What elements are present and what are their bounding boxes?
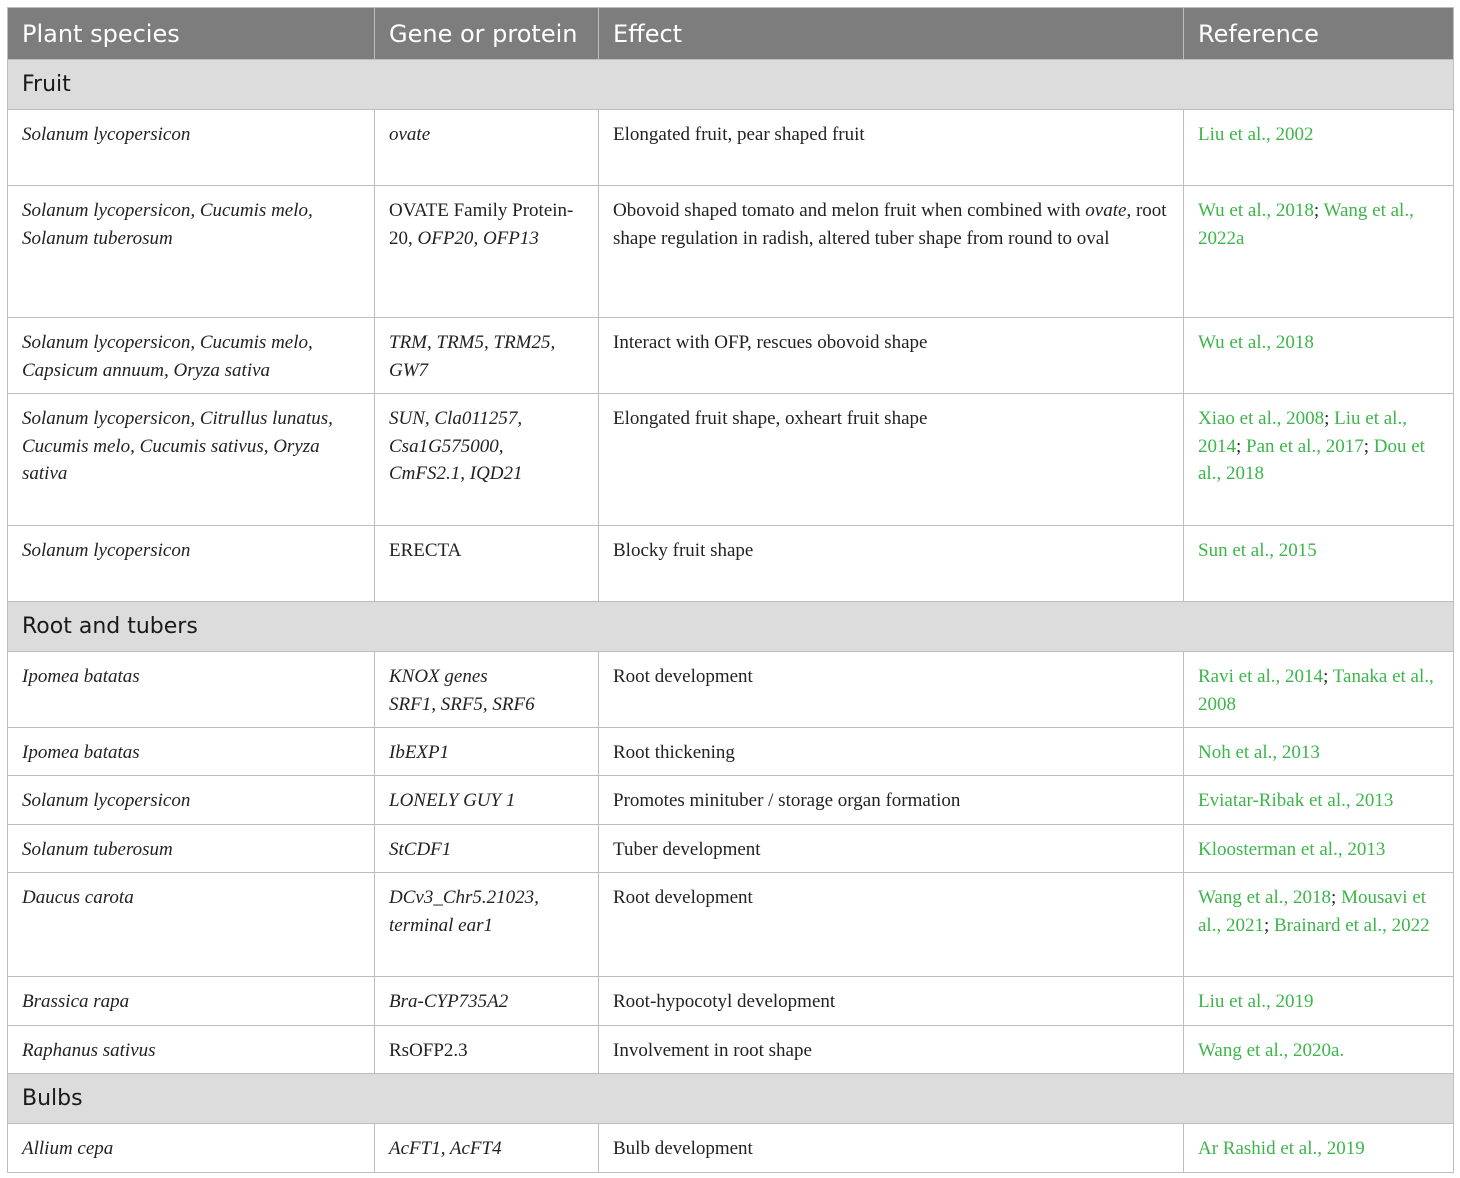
effect-cell xyxy=(599,728,1184,776)
table-row xyxy=(8,652,1454,728)
species-cell xyxy=(8,652,375,728)
species-text: Solanum lycopersicon xyxy=(22,124,191,145)
reference-cell xyxy=(1184,977,1454,1026)
effect-cell xyxy=(599,825,1184,873)
gene-text: DCv3_Chr5.21023, terminal ear1 xyxy=(389,887,539,936)
reference-link[interactable]: Liu et al., 2014 xyxy=(1198,408,1407,457)
effect-cell xyxy=(599,186,1184,318)
gene-cell xyxy=(375,110,599,186)
table-row xyxy=(8,526,1454,602)
effect-cell xyxy=(599,394,1184,526)
gene-cell xyxy=(375,776,599,825)
effect-text: Promotes minituber / storage organ formation xyxy=(613,790,961,811)
table-row xyxy=(8,873,1454,977)
reference-cell xyxy=(1184,776,1454,825)
effect-text: Root-hypocotyl development xyxy=(613,991,836,1012)
species-text: Daucus carota xyxy=(22,887,134,908)
reference-cell xyxy=(1184,1026,1454,1074)
reference-link[interactable]: Xiao et al., 2008 xyxy=(1198,408,1325,429)
gene-text: StCDF1 xyxy=(389,839,452,860)
header-gene: Gene or protein xyxy=(375,8,599,60)
reference-link[interactable]: Liu et al., 2002 xyxy=(1198,124,1314,145)
effect-text: Elongated fruit shape, oxheart fruit shape xyxy=(613,408,928,429)
reference-link[interactable]: Kloosterman et al., 2013 xyxy=(1198,839,1386,860)
species-text: Brassica rapa xyxy=(22,991,130,1012)
effect-text: Root development xyxy=(613,887,753,908)
gene-cell xyxy=(375,977,599,1026)
gene-text: OFP20 xyxy=(417,227,474,249)
effect-cell xyxy=(599,1124,1184,1173)
effect-cell xyxy=(599,318,1184,394)
section-heading: Bulbs xyxy=(8,1074,1454,1124)
species-cell xyxy=(8,394,375,526)
gene-cell xyxy=(375,1026,599,1074)
reference-cell xyxy=(1184,110,1454,186)
species-cell xyxy=(8,110,375,186)
reference-link[interactable]: Mousavi et al., 2021 xyxy=(1198,887,1427,936)
reference-link[interactable]: Tanaka et al., 2008 xyxy=(1198,666,1434,715)
gene-text: TRM, TRM5, TRM25, GW7 xyxy=(389,332,556,381)
species-text: Solanum tuberosum xyxy=(22,839,173,860)
section-heading: Root and tubers xyxy=(8,602,1454,652)
species-text: Solanum lycopersicon xyxy=(22,540,191,561)
effect-cell xyxy=(599,652,1184,728)
table-header xyxy=(8,8,1454,60)
gene-cell xyxy=(375,394,599,526)
reference-link[interactable]: Wu et al., 2018 xyxy=(1198,332,1314,353)
species-text: Solanum lycopersicon, Citrullus lunatus, Cucumis melo, Cucumis sativus, Oryza sativa xyxy=(22,408,333,484)
gene-text: LONELY GUY 1 xyxy=(389,790,516,811)
species-text: Ipomea batatas xyxy=(22,742,140,763)
gene-text: KNOX genes xyxy=(389,666,488,687)
gene-cell xyxy=(375,728,599,776)
effect-text: , root shape regulation in radish, altered tuber shape from round to oval xyxy=(613,200,1167,249)
effect-text: Involvement in root shape xyxy=(613,1040,812,1061)
table-row xyxy=(8,394,1454,526)
effect-text: Bulb development xyxy=(613,1138,753,1159)
gene-cell xyxy=(375,873,599,977)
gene-cell xyxy=(375,652,599,728)
table-row xyxy=(8,186,1454,318)
table-row xyxy=(8,776,1454,825)
reference-cell xyxy=(1184,1124,1454,1173)
species-cell xyxy=(8,186,375,318)
header-effect: Effect xyxy=(599,8,1184,60)
effect-cell xyxy=(599,873,1184,977)
table-row xyxy=(8,1124,1454,1173)
table-row xyxy=(8,110,1454,186)
reference-link[interactable]: Sun et al., 2015 xyxy=(1198,540,1317,561)
effect-text: Tuber development xyxy=(613,839,761,860)
gene-text: ovate xyxy=(389,124,431,145)
gene-cell xyxy=(375,318,599,394)
table-body xyxy=(8,60,1454,1173)
reference-link[interactable]: Noh et al., 2013 xyxy=(1198,742,1320,763)
reference-link[interactable]: Wu et al., 2018 xyxy=(1198,200,1314,221)
reference-separator: ; xyxy=(1363,435,1374,457)
effect-cell xyxy=(599,1026,1184,1074)
reference-link[interactable]: Wang et al., 2022a xyxy=(1198,200,1414,249)
reference-link[interactable]: Wang et al., 2018 xyxy=(1198,887,1332,908)
species-cell xyxy=(8,728,375,776)
species-text: Solanum lycopersicon xyxy=(22,790,191,811)
reference-cell xyxy=(1184,728,1454,776)
reference-cell xyxy=(1184,873,1454,977)
effect-text: Root development xyxy=(613,666,753,687)
species-text: Solanum lycopersicon, Cucumis melo, Capsicum annuum, Oryza sativa xyxy=(22,332,313,381)
effect-text: Obovoid shaped tomato and melon fruit when combined with xyxy=(613,200,1086,221)
header-reference: Reference xyxy=(1184,8,1454,60)
effect-text: Interact with OFP, rescues obovoid shape xyxy=(613,332,928,353)
table-row xyxy=(8,825,1454,873)
reference-link[interactable]: Liu et al., 2019 xyxy=(1198,991,1314,1012)
species-cell xyxy=(8,977,375,1026)
section-row xyxy=(8,1074,1454,1124)
effect-cell xyxy=(599,977,1184,1026)
gene-table xyxy=(7,7,1454,1173)
species-cell xyxy=(8,318,375,394)
reference-separator: ; xyxy=(1236,435,1247,457)
reference-cell xyxy=(1184,394,1454,526)
gene-text: SRF1, SRF5, SRF6 xyxy=(389,693,535,715)
reference-link[interactable]: Wang et al., 2020a. xyxy=(1198,1040,1345,1061)
gene-cell xyxy=(375,825,599,873)
header-species: Plant species xyxy=(8,8,375,60)
reference-link[interactable]: Eviatar-Ribak et al., 2013 xyxy=(1198,790,1394,811)
reference-link[interactable]: Pan et al., 2017 xyxy=(1246,435,1364,457)
species-cell xyxy=(8,1124,375,1173)
gene-cell xyxy=(375,526,599,602)
reference-cell xyxy=(1184,186,1454,318)
species-cell xyxy=(8,526,375,602)
header-row xyxy=(8,8,1454,60)
effect-cell xyxy=(599,776,1184,825)
reference-link[interactable]: Ravi et al., 2014 xyxy=(1198,666,1324,687)
effect-cell xyxy=(599,526,1184,602)
gene-text: ERECTA xyxy=(389,540,462,561)
gene-cell xyxy=(375,186,599,318)
effect-text: Elongated fruit, pear shaped fruit xyxy=(613,124,865,145)
species-cell xyxy=(8,1026,375,1074)
gene-cell xyxy=(375,1124,599,1173)
reference-cell xyxy=(1184,652,1454,728)
species-text: Allium cepa xyxy=(22,1138,114,1159)
effect-text: Root thickening xyxy=(613,742,735,763)
species-text: Solanum lycopersicon, Cucumis melo, Solanum tuberosum xyxy=(22,200,313,249)
section-heading: Fruit xyxy=(8,60,1454,110)
reference-link[interactable]: Dou et al., 2018 xyxy=(1198,435,1425,484)
effect-text: Blocky fruit shape xyxy=(613,540,754,561)
reference-separator: ; xyxy=(1263,914,1274,936)
species-cell xyxy=(8,776,375,825)
reference-link[interactable]: Brainard et al., 2022 xyxy=(1274,914,1430,936)
gene-text: OVATE Family Protein-20, xyxy=(389,200,574,249)
table-row xyxy=(8,977,1454,1026)
gene-text: SUN, Cla011257, Csa1G575000, CmFS2.1, IQD21 xyxy=(389,408,523,484)
reference-link[interactable]: Ar Rashid et al., 2019 xyxy=(1198,1138,1365,1159)
gene-text: OFP13 xyxy=(482,227,539,249)
reference-separator: ; xyxy=(1313,200,1324,221)
gene-text: RsOFP2.3 xyxy=(389,1040,468,1061)
reference-separator: ; xyxy=(1323,666,1333,687)
section-row xyxy=(8,60,1454,110)
table-row xyxy=(8,318,1454,394)
reference-separator: ; xyxy=(1324,408,1335,429)
reference-cell xyxy=(1184,825,1454,873)
gene-text: Bra-CYP735A2 xyxy=(389,991,509,1012)
table-row xyxy=(8,728,1454,776)
gene-text: IbEXP1 xyxy=(389,742,450,763)
table-row xyxy=(8,1026,1454,1074)
effect-cell xyxy=(599,110,1184,186)
species-cell xyxy=(8,825,375,873)
section-row xyxy=(8,602,1454,652)
species-cell xyxy=(8,873,375,977)
reference-separator: ; xyxy=(1331,887,1342,908)
effect-text: ovate xyxy=(1085,200,1127,221)
species-text: Ipomea batatas xyxy=(22,666,140,687)
species-text: Raphanus sativus xyxy=(22,1040,156,1061)
gene-text: , xyxy=(473,227,483,249)
gene-text: AcFT1, AcFT4 xyxy=(389,1138,502,1159)
reference-cell xyxy=(1184,526,1454,602)
reference-cell xyxy=(1184,318,1454,394)
